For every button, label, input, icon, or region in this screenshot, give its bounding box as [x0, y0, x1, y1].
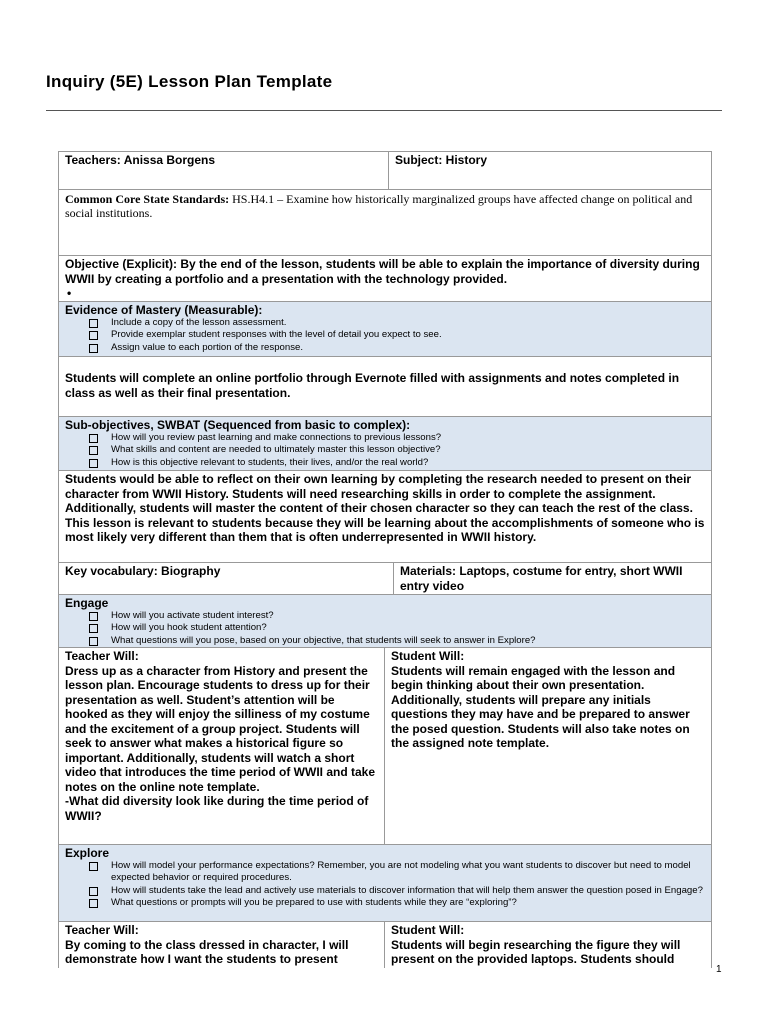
checkbox-icon — [89, 434, 98, 443]
explore-student-text: Students will begin researching the figure they will present on the provided laptops. Students should — [391, 937, 681, 966]
standards-row — [59, 190, 711, 256]
evidence-prompt-list — [65, 317, 705, 354]
engage-prompt-list — [65, 610, 705, 647]
engage-header-row — [59, 595, 711, 648]
engage-prompt: How will you hook student attention? — [89, 622, 705, 634]
checkbox-icon — [89, 637, 98, 646]
subobjectives-prompt-list — [65, 432, 705, 469]
checkbox-icon — [89, 624, 98, 633]
subobjectives-prompt: How is this objective relevant to students, their lives, and/or the real world? — [89, 457, 705, 469]
objective-bullet: • — [67, 286, 72, 300]
vocab-materials-row — [59, 563, 711, 595]
evidence-title: Evidence of Mastery (Measurable): — [65, 303, 263, 317]
explore-header-cell — [59, 845, 711, 921]
checkbox-icon — [89, 446, 98, 455]
checkbox-icon — [89, 612, 98, 621]
checkbox-icon — [89, 331, 98, 340]
title-rule — [46, 110, 722, 111]
objective-row — [59, 256, 711, 302]
engage-prompt: How will you activate student interest? — [89, 610, 705, 622]
materials-cell: Materials: Laptops, costume for entry, short WWII entry video — [400, 564, 683, 593]
subobjectives-answer-row — [59, 471, 711, 563]
evidence-prompt: Assign value to each portion of the response. — [89, 342, 705, 354]
document-title: Inquiry (5E) Lesson Plan Template — [46, 72, 333, 91]
engage-student-cell — [385, 648, 709, 844]
checkbox-icon — [89, 899, 98, 908]
evidence-answer-cell: Students will complete an online portfolio through Evernote filled with assignments and notes completed in class as well as their final presentation. — [65, 371, 680, 400]
evidence-answer-row — [59, 357, 711, 417]
explore-header-row — [59, 845, 711, 922]
explore-student-cell — [385, 922, 709, 968]
subobjectives-answer-cell: Students would be able to reflect on their own learning by completing the research needed to present on their character from WWII History. Students will need researching skills in order to complete the assignment. Additionally, students will master the content of their chosen character so they can teach the rest of the class. This lesson is relevant to students because they will be learning about the accomplishments of someone who is most likely very different than them that is often underrepresented in WWII history. — [65, 472, 705, 544]
engage-student-label: Student Will: — [391, 649, 465, 663]
vocab-cell: Key vocabulary: Biography — [59, 563, 394, 594]
standards-text: HS.H4.1 – Examine how historically marginalized groups have affected change on political and social institutions. — [65, 192, 693, 220]
checkbox-icon — [89, 862, 98, 871]
objective-text: Objective (Explicit): By the end of the lesson, students will be able to explain the importance of diversity during WWII by creating a portfolio and a presentation with the technology provided. — [65, 257, 700, 286]
engage-will-row — [59, 648, 711, 845]
engage-teacher-text: Dress up as a character from History and present the lesson plan. Encourage students to dress up for their presentation as well. Student’s attention will be hooked as they will enjoy the silliness of my costume and the excitement of a group project. Students will seek to answer what makes a historical figure so important. Additionally, students will watch a short video that introduces the time period of WWII and take notes on the online note template. — [65, 663, 376, 794]
checkbox-icon — [89, 887, 98, 896]
explore-title: Explore — [65, 846, 110, 860]
subject-cell: Subject: History — [395, 153, 488, 167]
engage-prompt: What questions will you pose, based on your objective, that students will seek to answer in Explore? — [89, 635, 705, 647]
page-number: 1 — [716, 964, 722, 975]
subobjectives-prompt: What skills and content are needed to ultimately master this lesson objective? — [89, 444, 705, 456]
evidence-header-cell — [59, 302, 711, 356]
engage-title: Engage — [65, 596, 109, 610]
subobjectives-title: Sub-objectives, SWBAT (Sequenced from basic to complex): — [65, 418, 411, 432]
engage-teacher-question: -What did diversity look like during the time period of WWII? — [65, 794, 369, 823]
explore-student-label: Student Will: — [391, 923, 465, 937]
evidence-header-row — [59, 302, 711, 357]
engage-student-text: Students will remain engaged with the lesson and begin thinking about their own presentation. Additionally, students will prepare any initials questions they may have and be prepared to answer the posed question. Students will also take notes on the assigned note template. — [391, 663, 690, 750]
subobjectives-prompt: How will you review past learning and make connections to previous lessons? — [89, 432, 705, 444]
explore-prompt-list — [65, 860, 705, 909]
explore-teacher-text: By coming to the class dressed in character, I will demonstrate how I want the students to present — [65, 937, 349, 966]
explore-teacher-label: Teacher Will: — [65, 923, 139, 937]
engage-teacher-cell — [59, 648, 385, 844]
checkbox-icon — [89, 344, 98, 353]
evidence-prompt: Provide exemplar student responses with the level of detail you expect to see. — [89, 329, 705, 341]
explore-will-row — [59, 922, 711, 968]
explore-teacher-cell — [59, 922, 385, 968]
standards-label: Common Core State Standards: — [65, 192, 230, 206]
standards-cell — [59, 190, 711, 255]
explore-prompt: What questions or prompts will you be prepared to use with students while they are “exploring”? — [89, 897, 705, 909]
checkbox-icon — [89, 319, 98, 328]
engage-teacher-label: Teacher Will: — [65, 649, 139, 663]
evidence-prompt: Include a copy of the lesson assessment. — [89, 317, 705, 329]
subobjectives-header-row — [59, 417, 711, 471]
subobjectives-header-cell — [59, 417, 711, 470]
teacher-subject-row — [59, 152, 711, 190]
objective-cell — [59, 256, 711, 301]
lesson-plan-table — [58, 151, 712, 968]
teachers-cell: Teachers: Anissa Borgens — [59, 152, 389, 189]
engage-header-cell — [59, 595, 711, 647]
explore-prompt: How will students take the lead and actively use materials to discover information that will help them answer the question posed in Engage? — [89, 885, 705, 897]
explore-prompt: How will model your performance expectations? Remember, you are not modeling what you want students to discover but need to model expected behavior or required procedures. — [89, 860, 705, 885]
checkbox-icon — [89, 459, 98, 468]
